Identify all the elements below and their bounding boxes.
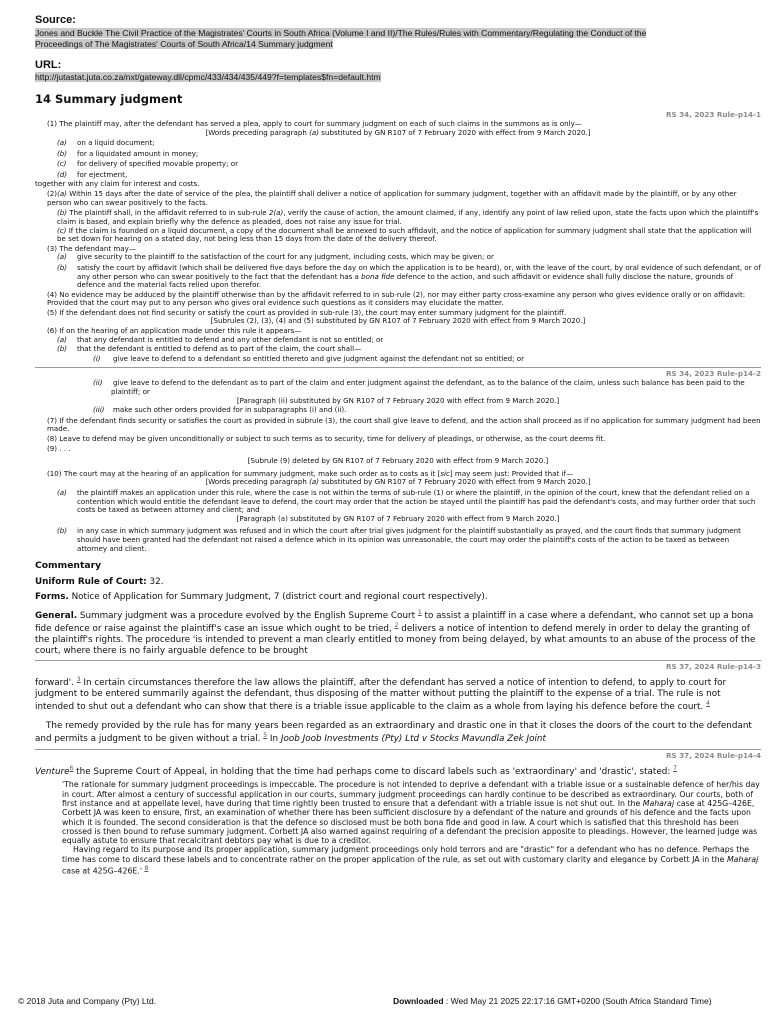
commentary [35, 561, 761, 876]
page-title: 14 Summary judgment [35, 92, 183, 106]
source-line-2: Proceedings of The Magistrates' Courts of South Africa/14 Summary judgment [35, 39, 333, 49]
rule-text-part-2 [35, 379, 761, 553]
list-item: (b) that the defendant is entitled to defend as to part of the claim, the court shall— [57, 344, 362, 354]
subrule-1-tail: together with any claim for interest and costs. [35, 178, 200, 188]
list-item: (c) for delivery of specified movable property; or [57, 159, 239, 169]
subrule-2a: (2)(a) Within 15 days after the date of service of the plea, the plaintiff shall deliver a notice of application for summary judgment, together with an affidavit made by the plaintiff, or by any other person who can swear positively to the facts. [47, 189, 737, 207]
amendment-note: [Words preceding paragraph (a) substituted by GN R107 of 7 February 2020 with effect from 9 March 2020.] [205, 127, 591, 137]
subrule-1: (1) The plaintiff may, after the defendant has served a plea, apply to court for summary judgment on each of such claims in the summons as is only— [47, 119, 582, 128]
footnote-link[interactable]: 4 [706, 700, 710, 708]
source-citation [35, 28, 761, 50]
commentary-heading: Commentary [35, 560, 102, 572]
list-item: (ii) give leave to defend to the defendant as to part of the claim and enter judgment against the defendant, as to the balance of the claim, unless such balance has been paid to the plaintiff; or [93, 378, 745, 397]
rs-marker-4: RS 37, 2024 Rule-p14-4 [35, 749, 761, 761]
list-item: (b) for a liquidated amount in money; [57, 148, 199, 158]
source-label: Source: [35, 14, 76, 26]
block-quote: 'The rationale for summary judgment proceedings is impeccable. The procedure is not intended to deprive a defendant with a triable issue or a sustainable defence of her/his day in court. After almost a century of successful application in our courts, summary judgment proceedings can hardly continue to be described as extraordinary. Our courts, both of first instance and at appellate level, have during that time rightly been trusted to ensure that a defendant with a triable issue is not shut out. In the Maharaj case at 425G–426E, Corbett JA was keen to ensure, first, an examination of whether there has been sufficient disclosure by a defendant of the nature and grounds of his defence and the facts upon which it is founded. The second consideration is that the defence so disclosed must be both bona fide and good in law. A court which is satisfied that this threshold has been crossed is then bound to refuse summary judgment. Corbett JA also warned against requiring of a defendant the precision apposite to pleadings. However, the learned judge was equally astute to ensure that recalcitrant debtors pay what is due to a creditor. [62, 780, 760, 846]
source-url-text[interactable]: http://jutastat.juta.co.za/nxt/gateway.dll/cpmc/433/434/435/449?f=templates$fn=default.htm [35, 72, 381, 82]
subrule-2c: (c) If the claim is founded on a liquid document, a copy of the document shall be annexed to such affidavit, and the notice of application for summary judgment shall state that the application will be set down for hearing on a stated day, not being less than 15 days from the date of the delivery thereof. [57, 225, 752, 244]
subrule-7: (7) If the defendant finds security or satisfies the court as provided in subrule (3), the court shall give leave to defend, and the action shall proceed as if no application for summary judgment had been made. [47, 415, 761, 434]
list-item: (b) in any case in which summary judgment was refused and in which the court after trial gives judgment for the plaintiff substantially as prayed, and the court finds that summary judgment should have been granted had the defendant not raised a defence which in its opinion was unreasonable, the court may order the plaintiff's costs of the action to be taxed as between attorney and client. [57, 526, 741, 553]
subrule-10: (10) The court may at the hearing of an application for summary judgment, make such order as to costs as it [sic] may seem just: Provided that if— [47, 468, 574, 478]
footnote-link[interactable]: 5 [263, 732, 268, 740]
block-quote: Having regard to its purpose and its proper application, summary judgment proceedings only hold terrors and are "drastic" for a defendant who has no defence. Perhaps the time has come to discard these labels and to concentrate rather on the proper application of the rule, as set out with customary clarity and elegance by Corbett JA in the Maharaj case at 425G–426E.' $^8$ [62, 845, 759, 876]
subrule-2b: (b) The plaintiff shall, in the affidavit referred to in sub-rule 2(a), verify the cause of action, the amount claimed, if any, identify any point of law relied upon, state the facts upon which the plaintiff's claim is based, and explain briefly why the defence as pleaded, does not raise any issue for trial. [57, 208, 759, 226]
subrule-9: (9) . . . [47, 443, 71, 453]
list-item: (a) on a liquid document; [57, 138, 155, 148]
subrule-8: (8) Leave to defend may be given unconditionally or subject to such terms as to security, time for delivery of pleadings, or otherwise, as the court deems fit. [47, 434, 606, 443]
footnote-link[interactable]: 1 [417, 608, 422, 616]
subrule-4: (4) No evidence may be adduced by the plaintiff otherwise than by the affidavit referred to in sub-rule (2), nor may either party cross-examine any person who gives evidence orally or on affidavit: Provided that the court may put to any person who gives oral evidence such questions as it considers may elucidate the matter. [47, 289, 746, 308]
footnote-link[interactable]: 6 [69, 764, 74, 772]
source-line-1: Jones and Buckle The Civil Practice of the Magistrates' Courts in South Africa (Volume I and II)/The Rules/Rules with Commentary/Regulating the Conduct of the [35, 28, 647, 38]
footnote-link[interactable]: 7 [673, 764, 677, 772]
subrule-5: (5) If the defendant does not find security or satisfy the court as provided in sub-rule (3), the court may enter summary judgment for the plaintiff. [47, 307, 567, 317]
footnote-link[interactable]: 8 [144, 865, 149, 873]
list-item: (a) that any defendant is entitled to defend and any other defendant is not so entitled; or [57, 334, 384, 344]
subrule-3: (3) The defendant may— [47, 243, 136, 253]
amendment-note: [Words preceding paragraph (a) substituted by GN R107 of 7 February 2020 with effect from 9 March 2020.] [205, 477, 591, 487]
rs-marker-1: RS 34, 2023 Rule-p14-1 [665, 110, 761, 119]
url-label: URL: [35, 59, 62, 71]
list-item: (i) give leave to defend to a defendant so entitled thereto and give judgment against the defendant not so entitled; or [93, 353, 525, 363]
list-item: (iii) make such other orders provided for in subparagraphs (i) and (ii). [93, 405, 347, 415]
subrule-6: (6) If on the hearing of an application made under this rule it appears— [47, 326, 302, 336]
uniform-rule: Uniform Rule of Court: 32. [35, 576, 164, 587]
forms: Forms. Notice of Application for Summary Judgment, 7 (district court and regional court respectively). [35, 592, 488, 603]
list-item: (b) satisfy the court by affidavit (which shall be delivered five days before the day on which the application is to be heard), or, with the leave of the court, by oral evidence of such defendant, or of any other person who can swear positively to the fact that the defendant has a bona fide defence to the action, and such affidavit or evidence shall fully disclose the nature, grounds of defence and the material facts relied upon therefor. [57, 262, 761, 290]
rs-marker-3: RS 37, 2024 Rule-p14-3 [35, 660, 761, 672]
list-item: (a) give security to the plaintiff to the satisfaction of the court for any judgment, including costs, which may be given; or [57, 252, 494, 262]
general-paragraph: General. Summary judgment was a procedure evolved by the English Supreme Court $^1$ to assist a plaintiff in a case where a defendant, who cannot set up a bona fide defence or raise against the plaintiff's case an issue which ought to be tried, $^2$ delivers a notice of intention to defend merely in order to delay the granting of the plaintiff's rights. The procedure 'is intended to prevent a man clearly entitled to money from being delayed, by what amounts to an abuse of the process of the court, where there is no fairly arguable defence to be brought [35, 608, 756, 656]
footnote-link[interactable]: 2 [394, 622, 399, 630]
general-paragraph-cont: forward'. $^3$ In certain circumstances therefore the law allows the plaintiff, after the defendant has served a notice of intention to defend, to apply to court for judgment to be entered summarily against the defendant, thus disposing of the matter without putting the plaintiff to the expense of a trial. The rule is not intended to shut out a defendant who can show that there is a triable issue applicable to the claim as a whole from laying his defence before the court. $^4$ [35, 676, 727, 713]
rs-marker-2: RS 34, 2023 Rule-p14-2 [35, 367, 761, 379]
amendment-note: [Subrules (2), (3), (4) and (5) substituted by GN R107 of 7 February 2020 with effect from 9 March 2020.] [210, 316, 586, 326]
sca-paragraph: Venture$^6$ the Supreme Court of Appeal, in holding that the time had perhaps come to discard labels such as 'extraordinary' and 'drastic', stated: $^7$ [35, 764, 677, 777]
document-page [35, 14, 761, 876]
copyright: © 2018 Juta and Company (Pty) Ltd. [18, 996, 157, 1006]
download-stamp: Downloaded : Wed May 21 2025 22:17:16 GMT+0200 (South Africa Standard Time) [393, 996, 712, 1006]
footnote-link[interactable]: 3 [76, 676, 81, 684]
source-url[interactable] [35, 72, 761, 83]
amendment-note: [Paragraph (ii) substituted by GN R107 of 7 February 2020 with effect from 9 March 2020.] [236, 395, 560, 405]
amendment-note: [Paragraph (a) substituted by GN R107 of 7 February 2020 with effect from 9 March 2020.] [236, 513, 560, 523]
list-item: (d) for ejectment, [57, 169, 128, 179]
amendment-note: [Subrule (9) deleted by GN R107 of 7 February 2020 with effect from 9 March 2020.] [247, 456, 549, 466]
list-item: (a) the plaintiff makes an application under this rule, where the case is not within the terms of sub-rule (1) or where the plaintiff, in the opinion of the court, knew that the defendant relied on a contention which would entitle the defendant leave to defend, the court may order that the action be stayed until the plaintiff has paid the defendant's costs, and may further order that such costs be taxed as between attorney and client; and [57, 487, 756, 515]
remedy-paragraph: The remedy provided by the rule has for many years been regarded as an extraordinary and drastic one in that it closes the doors of the court to the defendant and permits a judgment to be given without a trial. $^5$ In Joob Joob Investments (Pty) Ltd v Stocks Mavundla Zek Joint [35, 720, 752, 745]
rule-text-part-1 [35, 120, 761, 363]
